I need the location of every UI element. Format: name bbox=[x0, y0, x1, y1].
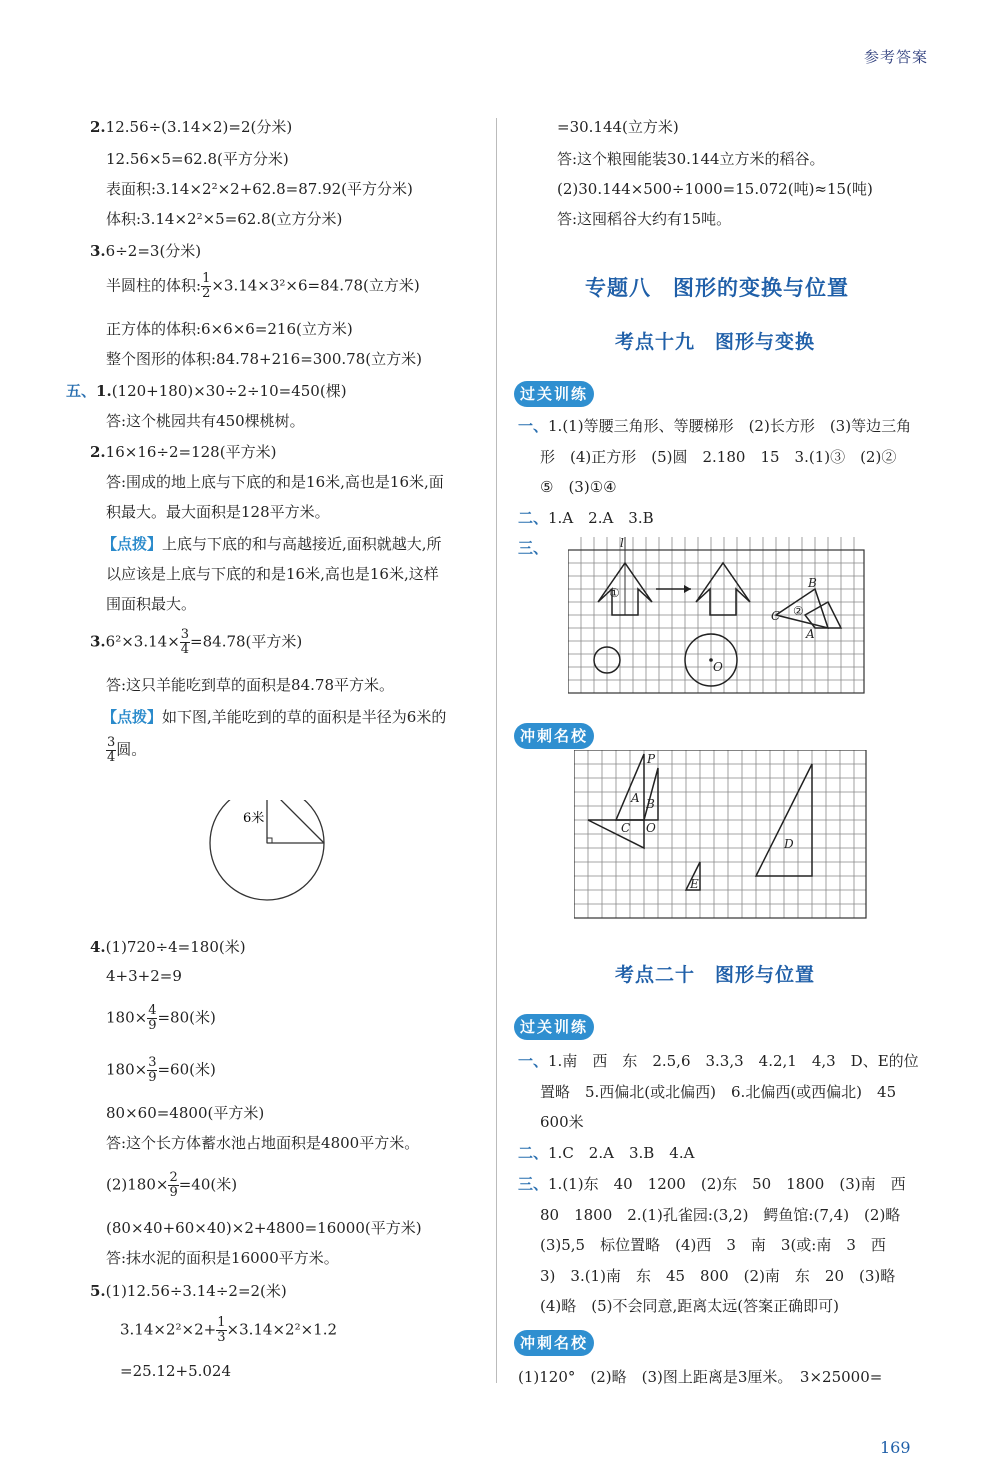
answer-line: 3.14×2²×2+ $\frac{1}{3}$ ×3.14×2²×1.2 bbox=[120, 1315, 338, 1345]
grid-figure-transform bbox=[568, 537, 868, 707]
answer-line: 答:这个桃园共有450棵桃树。 bbox=[106, 412, 305, 430]
badge-practice: 过关训练 bbox=[514, 381, 594, 407]
answer-line: (4)略 (5)不会同意,距离太远(答案正确即可) bbox=[540, 1297, 839, 1315]
answer-line: 4.(1)720÷4=180(米) bbox=[90, 938, 246, 956]
answer-line: ⑤ (3)①④ bbox=[540, 478, 617, 496]
answer-line: 答:这囤稻谷大约有15吨。 bbox=[557, 210, 732, 228]
answer-line: 以应该是上底与下底的和是16米,高也是16米,这样 bbox=[106, 565, 439, 583]
grid2-label: B bbox=[646, 797, 655, 811]
answer-line: 答:围成的地上底与下底的和是16米,高也是16米,面 bbox=[106, 473, 444, 491]
answer-line: 积最大。最大面积是128平方米。 bbox=[106, 503, 330, 521]
answer-line: 4+3+2=9 bbox=[106, 967, 182, 985]
tip-line: 【点拨】上底与下底的和与高越接近,面积就越大,所 bbox=[102, 535, 442, 553]
answer-line: 2.16×16÷2=128(平方米) bbox=[90, 443, 277, 461]
tip-line: 【点拨】如下图,羊能吃到的草的面积是半径为6米的 bbox=[102, 708, 447, 726]
answer-line: 80×60=4800(平方米) bbox=[106, 1104, 265, 1122]
answer-line: 3) 3.(1)南 东 45 800 (2)南 东 20 (3)略 bbox=[540, 1267, 896, 1285]
grid2-label: O bbox=[646, 821, 656, 835]
column-divider bbox=[496, 118, 497, 1383]
grid1-label: ① bbox=[609, 586, 620, 600]
circle-radius-label: 6米 bbox=[243, 811, 265, 826]
grid-figure-rotation bbox=[574, 750, 874, 925]
grid2-label: P bbox=[647, 752, 656, 766]
answer-line: 答:这个粮囤能装30.144立方米的稻谷。 bbox=[557, 150, 825, 168]
answer-line: $\frac{3}{4}$ 圆。 bbox=[107, 735, 147, 765]
answer-line: (1)120° (2)略 (3)图上距离是3厘米。 3×25000= bbox=[518, 1368, 883, 1386]
section-title: 考点二十 图形与位置 bbox=[615, 964, 816, 986]
page-number: 169 bbox=[880, 1438, 911, 1457]
answer-line: 表面积:3.14×2²×2+62.8=87.92(平方分米) bbox=[106, 180, 413, 198]
answer-line: 正方体的体积:6×6×6=216(立方米) bbox=[106, 320, 353, 338]
badge-challenge: 冲刺名校 bbox=[514, 723, 594, 749]
answer-line: 形 (4)正方形 (5)圆 2.180 15 3.(1)③ (2)② bbox=[540, 448, 897, 466]
answer-line: 半圆柱的体积: $\frac{1}{2}$ ×3.14×3²×6=84.78(立方米) bbox=[106, 271, 420, 301]
section-title: 考点十九 图形与变换 bbox=[615, 331, 816, 353]
answer-line: 体积:3.14×2²×5=62.8(立方分米) bbox=[106, 210, 343, 228]
grid2-label: A bbox=[631, 791, 640, 805]
answer-line: 一、1.(1)等腰三角形、等腰梯形 (2)长方形 (3)等边三角 bbox=[518, 417, 912, 435]
header-label: 参考答案 bbox=[863, 48, 928, 66]
grid1-label: B bbox=[808, 576, 817, 590]
grid2-label: D bbox=[784, 837, 794, 851]
answer-line: 答:抹水泥的面积是16000平方米。 bbox=[106, 1249, 339, 1267]
badge-challenge: 冲刺名校 bbox=[514, 1330, 594, 1356]
answer-line: (3)5,5 标位置略 (4)西 3 南 3(或:南 3 西 bbox=[540, 1236, 886, 1254]
answer-line: 围面积最大。 bbox=[106, 595, 197, 613]
answer-line: 一、1.南 西 东 2.5,6 3.3,3 4.2,1 4,3 D、E的位 bbox=[518, 1052, 919, 1070]
grid1-label: ② bbox=[793, 604, 804, 618]
answer-line: =30.144(立方米) bbox=[557, 118, 679, 136]
grid1-label: O bbox=[713, 660, 723, 674]
answer-line: (80×40+60×40)×2+4800=16000(平方米) bbox=[106, 1219, 422, 1237]
grid1-label: l bbox=[620, 537, 624, 550]
answer-line: (2)180× $\frac{2}{9}$ =40(米) bbox=[106, 1170, 238, 1200]
answer-line: 三、1.(1)东 40 1200 (2)东 50 1800 (3)南 西 bbox=[518, 1175, 906, 1193]
badge-practice: 过关训练 bbox=[514, 1014, 594, 1040]
answer-line: 二、1.C 2.A 3.B 4.A bbox=[518, 1144, 695, 1162]
answer-line: 180× $\frac{4}{9}$ =80(米) bbox=[106, 1003, 216, 1033]
answer-line: =25.12+5.024 bbox=[120, 1362, 232, 1380]
answer-line: 600米 bbox=[540, 1113, 584, 1131]
circle-diagram bbox=[205, 800, 340, 910]
answer-line: 2.12.56÷(3.14×2)=2(分米) bbox=[90, 118, 293, 136]
grid2-label: E bbox=[690, 877, 699, 891]
answer-line: 答:这只羊能吃到草的面积是84.78平方米。 bbox=[106, 676, 394, 694]
answer-line: 3.6÷2=3(分米) bbox=[90, 242, 202, 260]
answer-line: 12.56×5=62.8(平方分米) bbox=[106, 150, 289, 168]
answer-line: 3.6²×3.14× $\frac{3}{4}$ =84.78(平方米) bbox=[90, 627, 303, 657]
answer-line: 80 1800 2.(1)孔雀园:(3,2) 鳄鱼馆:(7,4) (2)略 bbox=[540, 1206, 901, 1224]
grid-lines bbox=[574, 750, 866, 918]
grid1-label: C bbox=[771, 609, 781, 623]
topic-title: 专题八 图形的变换与位置 bbox=[585, 276, 849, 300]
grid1-label: A bbox=[806, 627, 815, 641]
answer-line: 五、1.(120+180)×30÷2÷10=450(棵) bbox=[66, 382, 347, 400]
grid2-label: C bbox=[621, 821, 631, 835]
answer-line: 整个图形的体积:84.78+216=300.78(立方米) bbox=[106, 350, 422, 368]
answer-line: 二、1.A 2.A 3.B bbox=[518, 509, 654, 527]
answer-line: 答:这个长方体蓄水池占地面积是4800平方米。 bbox=[106, 1134, 420, 1152]
answer-line: (2)30.144×500÷1000=15.072(吨)≈15(吨) bbox=[557, 180, 873, 198]
answer-line: 180× $\frac{3}{9}$ =60(米) bbox=[106, 1055, 216, 1085]
answer-line: 三、 bbox=[518, 539, 549, 557]
answer-line: 置略 5.西偏北(或北偏西) 6.北偏西(或西偏北) 45 bbox=[540, 1083, 897, 1101]
answer-line: 5.(1)12.56÷3.14÷2=2(米) bbox=[90, 1282, 287, 1300]
